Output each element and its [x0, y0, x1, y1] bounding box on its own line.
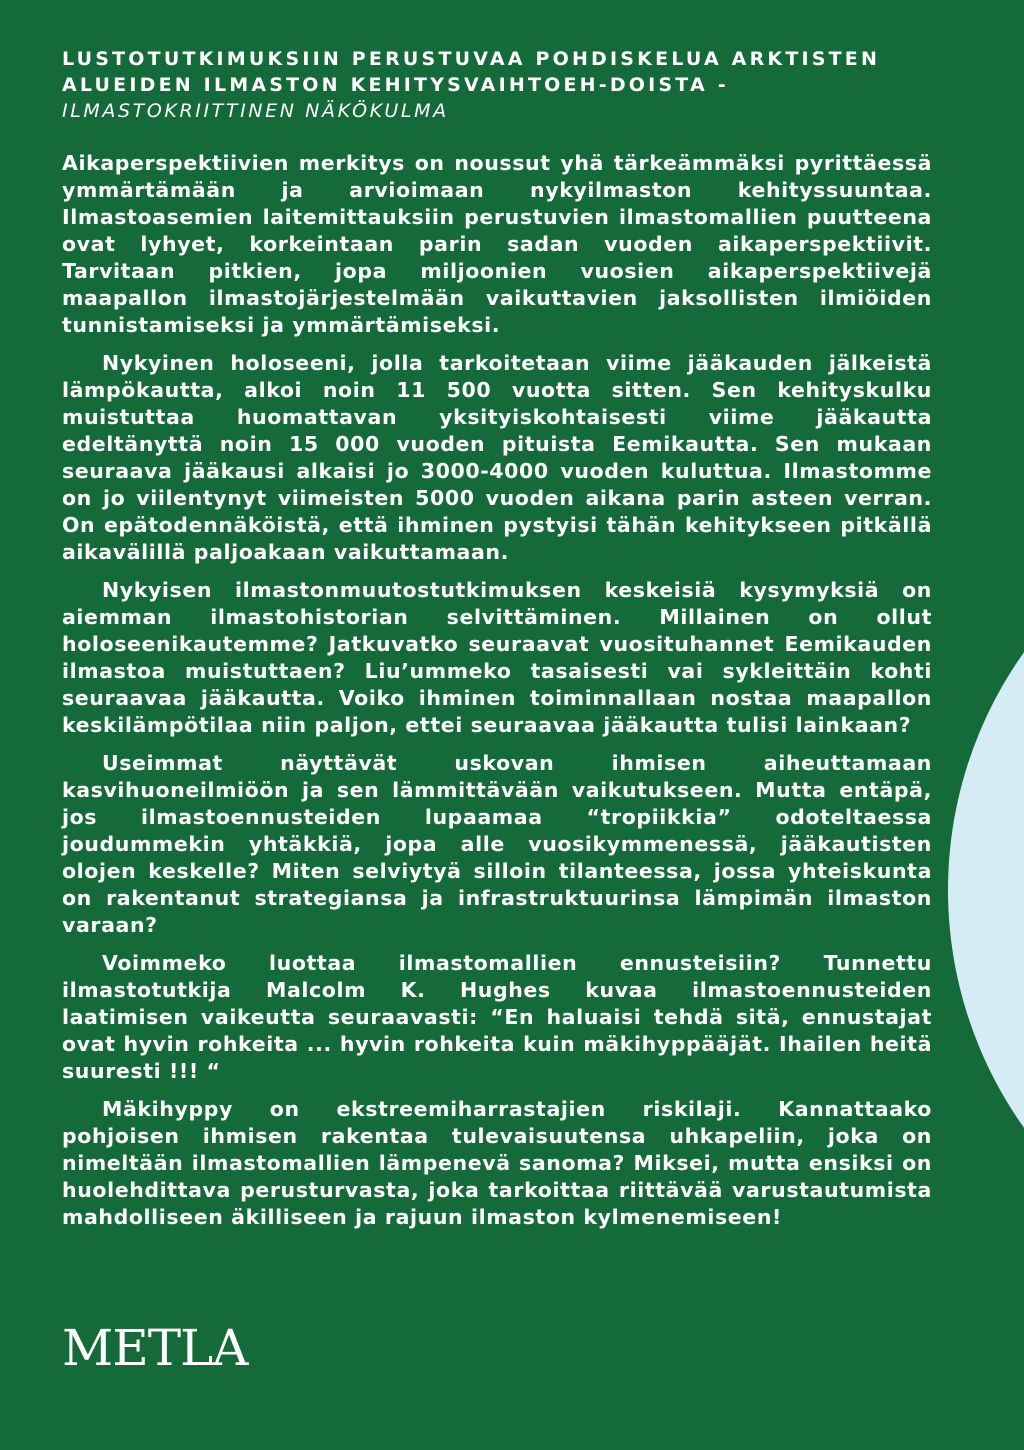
- paragraph-6: Mäkihyppy on ekstreemiharrastajien riskilaji. Kannattaako pohjoisen ihmisen rakentaa tulevaisuutensa uhkapeliin, joka on nimeltään ilmastomallien lämpenevä sanoma? Miksei, mutta ensiksi on huolehdittava perusturvasta, joka tarkoittaa riittävää varustautumista mahdolliseen äkilliseen ja rajuun ilmaston kylmenemiseen!: [62, 1097, 932, 1229]
- paragraph-3: Nykyisen ilmastonmuutostutkimuksen keskeisiä kysymyksiä on aiemman ilmastohistorian selvittäminen. Millainen on ollut holoseenikautemme? Jatkuvatko seuraavat vuosituhannet Eemikauden ilmastoa muistuttaen? Liu’ummeko tasaisesti vai sykleittäin kohti seuraavaa jääkautta. Voiko ihminen toiminnallaan nostaa maapallon keskilämpötilaa niin paljon, ettei seuraavaa jääkautta tulisi lainkaan?: [62, 578, 932, 737]
- paragraph-5: Voimmeko luottaa ilmastomallien ennusteisiin? Tunnettu ilmastotutkija Malcolm K. Hughes kuvaa ilmastoennusteiden laatimisen vaikeutta seuraavasti: “En haluaisi tehdä sitä, ennustajat ovat hyvin rohkeita ... hyvin rohkeita kuin mäkihyppääjät. Ihailen heitä suuresti !!! “: [62, 951, 932, 1083]
- paragraph-1: Aikaperspektiivien merkitys on noussut yhä tärkeämmäksi pyrittäessä ymmärtämään ja arvioimaan nykyilmaston kehityssuuntaa. Ilmastoasemien laitemittauksiin perustuvien ilmastomallien puutteena ovat lyhyet, korkeintaan parin sadan vuoden aikaperspektiivit. Tarvitaan pitkien, jopa miljoonien vuosien aikaperspektiivejä maapallon ilmastojärjestelmään vaikuttavien jaksollisten ilmiöiden tunnistamiseksi ja ymmärtämiseksi.: [62, 151, 932, 337]
- paragraph-2: Nykyinen holoseeni, jolla tarkoitetaan viime jääkauden jälkeistä lämpökautta, alkoi noin 11 500 vuotta sitten. Sen kehityskulku muistuttaa huomattavan yksityiskohtaisesti viime jääkautta edeltänyttä noin 15 000 vuoden pituista Eemikautta. Sen mukaan seuraava jääkausi alkaisi jo 3000-4000 vuoden kuluttua. Ilmastomme on jo viilentynyt viimeisten 5000 vuoden aikana parin asteen verran. On epätodennäköistä, että ihminen pystyisi tähän kehitykseen pitkällä aikavälillä paljoakaan vaikuttamaan.: [62, 351, 932, 564]
- article-title: [62, 46, 932, 124]
- metla-logo: METLA: [62, 1319, 248, 1377]
- decorative-arc: [948, 480, 1024, 1300]
- title-subtitle: ILMASTOKRIITTINEN NÄKÖKULMA: [62, 100, 449, 122]
- paragraph-4: Useimmat näyttävät uskovan ihmisen aiheuttamaan kasvihuoneilmiöön ja sen lämmittävään vaikutukseen. Mutta entäpä, jos ilmastoennusteiden lupaamaa “tropiikkia” odoteltaessa joudummekin yhtäkkiä, jopa alle vuosikymmenessä, jääkautisten olojen keskelle? Miten selviytyä silloin tilanteessa, jossa yhteiskunta on rakentanut strategiansa ja infrastruktuurinsa lämpimän ilmaston varaan?: [62, 751, 932, 937]
- article: [62, 46, 932, 1242]
- title-main: LUSTOTUTKIMUKSIIN PERUSTUVAA POHDISKELUA ARKTISTEN ALUEIDEN ILMASTON KEHITYSVAIHTOEH-DOISTA -: [62, 48, 881, 96]
